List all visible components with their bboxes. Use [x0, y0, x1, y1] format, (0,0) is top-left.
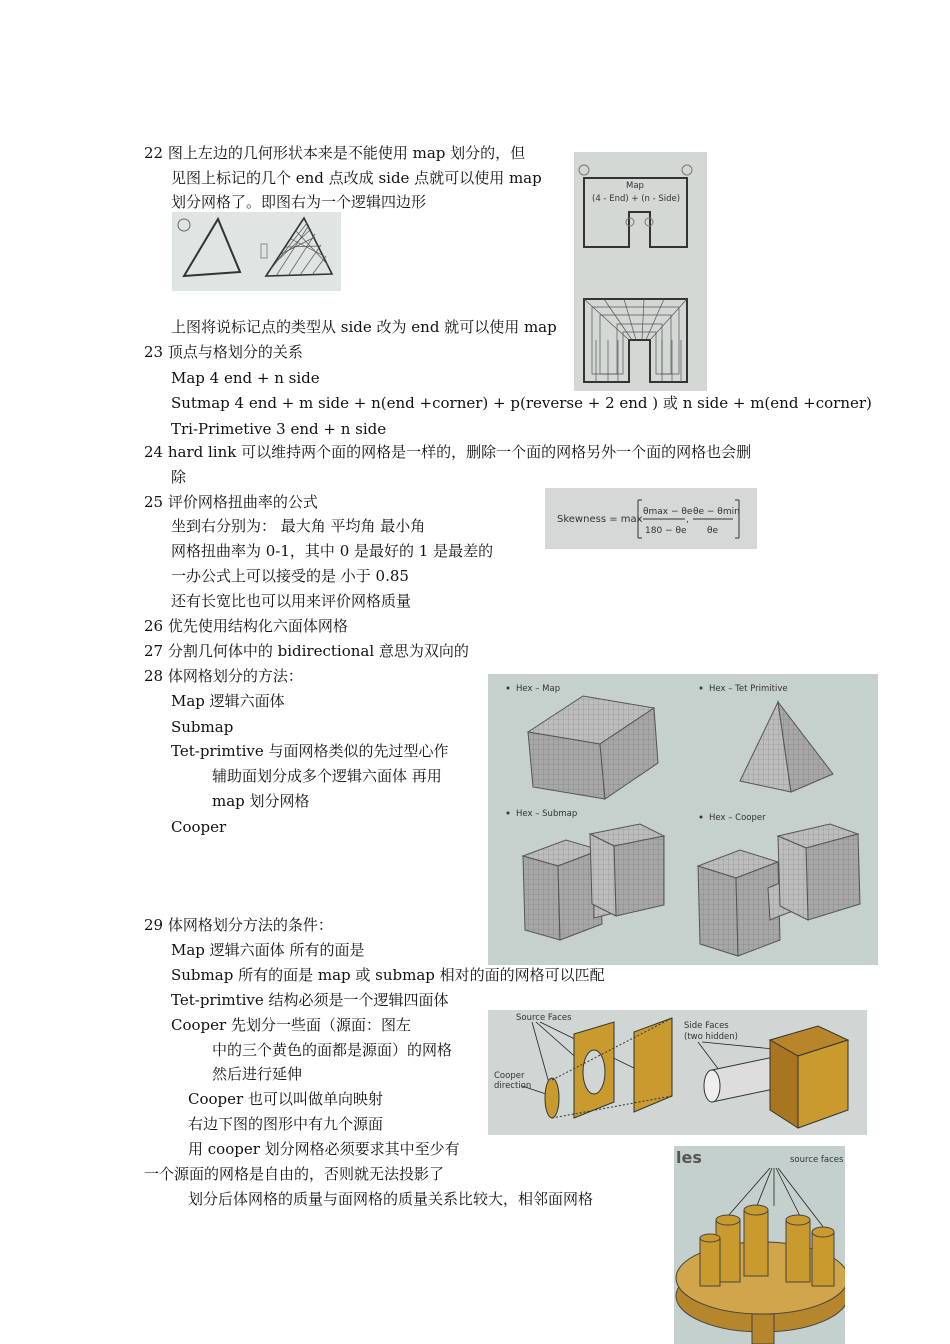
quad-mesh-figure	[172, 212, 341, 291]
text-line: 见图上标记的几个 end 点改成 side 点就可以使用 map	[171, 169, 542, 187]
pins-heading: les	[676, 1148, 702, 1167]
source-faces-label: Source Faces	[516, 1013, 572, 1023]
map-formula: (4 - End) + (n - Side)	[592, 194, 681, 204]
text-line: 划分后体网格的质量与面网格的质量关系比较大，相邻面网格	[188, 1190, 594, 1208]
map-title: Map	[626, 181, 644, 191]
side-faces-label: Side Faces	[684, 1021, 729, 1031]
cooper-direction-label-1: Cooper	[494, 1071, 525, 1081]
text-line: Submap 所有的面是 map 或 submap 相对的面的网格可以匹配	[171, 966, 605, 984]
skewness-num1: θmax − θe	[643, 507, 693, 517]
map-diagram-figure	[574, 152, 707, 391]
cooper-direction-label-2: direction	[494, 1081, 532, 1091]
text-line: 除	[171, 468, 187, 486]
text-line: 网格扭曲率为 0-1，其中 0 是最好的 1 是最差的	[171, 542, 494, 560]
text-line: Tet-primtive 结构必须是一个逻辑四面体	[171, 991, 449, 1009]
text-line: 坐到右分别为： 最大角 平均角 最小角	[171, 517, 426, 535]
text-line: 然后进行延伸	[212, 1065, 303, 1083]
pins-source-faces-figure	[674, 1146, 845, 1344]
hex-tet-label: Hex – Tet Primitive	[709, 684, 788, 694]
text-line: map 划分网格	[212, 792, 310, 810]
text-line: Submap	[171, 718, 234, 736]
text-line: 24 hard link 可以维持两个面的网格是一样的，删除一个面的网格另外一个面的网格也会删	[144, 443, 752, 461]
text-line: Map 逻辑六面体 所有的面是	[171, 941, 365, 959]
text-line: Map 4 end + n side	[171, 369, 320, 387]
quad-mesh-drawing	[172, 212, 341, 291]
pins-source-faces-drawing	[674, 1146, 845, 1344]
text-line: 28 体网格划分的方法：	[144, 667, 303, 685]
text-line: 29 体网格划分方法的条件：	[144, 916, 333, 934]
text-line: 一办公式上可以接受的是 小于 0.85	[171, 567, 409, 585]
skewness-label: Skewness = max	[557, 514, 643, 525]
text-line: 右边下图的图形中有九个源面	[188, 1115, 384, 1133]
skewness-num2: θe − θmin	[693, 507, 740, 517]
text-line: 25 评价网格扭曲率的公式	[144, 493, 318, 511]
skewness-formula-figure	[545, 488, 757, 549]
text-line: Map 逻辑六面体	[171, 692, 285, 710]
hex-submap-label: Hex – Submap	[516, 809, 578, 819]
side-faces-hidden-label: (two hidden)	[684, 1032, 738, 1042]
text-line: Cooper 也可以叫做单向映射	[188, 1090, 383, 1108]
text-line: 还有长宽比也可以用来评价网格质量	[171, 592, 412, 610]
cooper-source-faces-figure	[488, 1010, 867, 1135]
text-line: 辅助面划分成多个逻辑六面体 再用	[212, 767, 442, 785]
source-faces-pins-label: source faces	[790, 1155, 844, 1165]
text-line: 23 顶点与格划分的关系	[144, 343, 303, 361]
volume-methods-figure	[488, 674, 878, 965]
hex-map-label: Hex – Map	[516, 684, 561, 694]
text-line: Tet-primtive 与面网格类似的先过型心作	[171, 742, 449, 760]
skewness-den2: θe	[707, 526, 719, 536]
text-line: Sutmap 4 end + m side + n(end +corner) + p(reverse + 2 end ) 或 n side + m(end +corner)	[171, 394, 872, 412]
text-line: 划分网格了。即图右为一个逻辑四边形	[171, 193, 427, 211]
text-line: Cooper	[171, 818, 227, 836]
text-line: Cooper 先划分一些面（源面：图左	[171, 1016, 411, 1034]
text-line: 用 cooper 划分网格必须要求其中至少有	[188, 1140, 460, 1158]
text-line: 一个源面的网格是自由的，否则就无法投影了	[144, 1165, 445, 1183]
map-diagram-drawing	[574, 152, 707, 391]
text-line: 上图将说标记点的类型从 side 改为 end 就可以使用 map	[171, 318, 557, 336]
cooper-source-faces-drawing	[488, 1010, 867, 1135]
text-line: 26 优先使用结构化六面体网格	[144, 617, 348, 635]
text-line: Tri-Primetive 3 end + n side	[171, 420, 387, 438]
volume-methods-drawing	[488, 674, 878, 965]
skewness-den1: 180 − θe	[645, 526, 687, 536]
hex-cooper-label: Hex – Cooper	[709, 813, 766, 823]
text-line: 22 图上左边的几何形状本来是不能使用 map 划分的，但	[144, 144, 526, 162]
text-line: 27 分割几何体中的 bidirectional 意思为双向的	[144, 642, 469, 660]
comma-symbol: ,	[686, 515, 689, 525]
skewness-formula-drawing	[545, 488, 757, 549]
text-line: 中的三个黄色的面都是源面）的网格	[212, 1041, 453, 1059]
